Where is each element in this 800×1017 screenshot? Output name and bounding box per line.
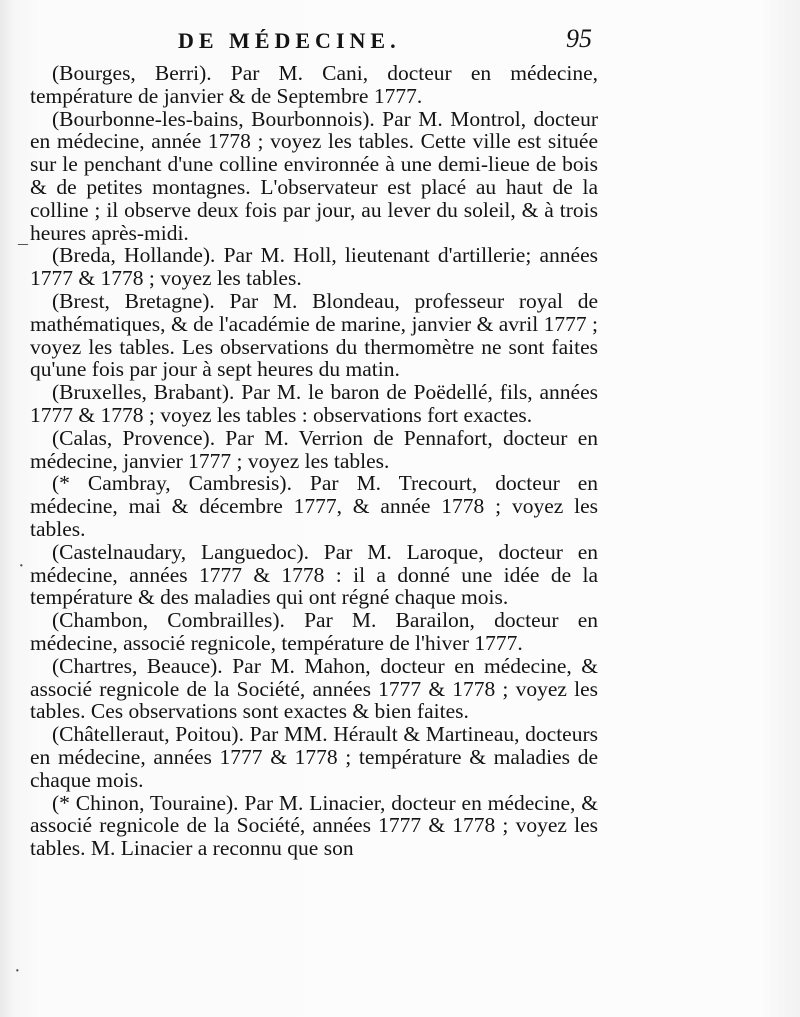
entry-cambray: (* Cambray, Cambresis). Par M. Trecourt, docteur en médecine, mai & décembre 1777, & année 1778 ; voyez les tables.: [30, 471, 598, 541]
body-text: [30, 62, 598, 860]
entry-breda: (Breda, Hollande). Par M. Holl, lieutenant d'artillerie; années 1777 & 1778 ; voyez les tables.: [30, 243, 598, 291]
margin-dot-mark: ·: [14, 960, 21, 982]
margin-dash-mark: –: [18, 232, 28, 254]
entry-calas: (Calas, Provence). Par M. Verrion de Pennafort, docteur en médecine, janvier 1777 ; voyez les tables.: [30, 425, 598, 473]
entry-chartres: (Chartres, Beauce). Par M. Mahon, docteur en médecine, & associé regnicole de la Société, années 1777 & 1778 ; voyez les tables. Ces observations sont exactes & bien faites.: [30, 653, 598, 724]
entry-castelnaudary: (Castelnaudary, Languedoc). Par M. Laroque, docteur en médecine, années 1777 & 1778 : il a donné une idée de la température & des maladies qui ont régné chaque mois.: [30, 539, 598, 610]
entry-bourges: (Bourges, Berri). Par M. Cani, docteur en médecine, température de janvier & de Septembre 1777.: [30, 61, 598, 108]
entry-chinon: (* Chinon, Touraine). Par M. Linacier, docteur en médecine, & associé regnicole de la Société, années 1777 & 1778 ; voyez les tables. M. Linacier a reconnu que son: [30, 790, 598, 861]
entry-chambon: (Chambon, Combrailles). Par M. Barailon, docteur en médecine, associé regnicole, température de l'hiver 1777.: [30, 608, 598, 655]
entry-bourbonne: (Bourbonne-les-bains, Bourbonnois). Par M. Montrol, docteur en médecine, année 1778 ; voyez les tables. Cette ville est située sur le penchant d'une colline environnée à une demi-lieue de bois & de petites montagnes. L'observateur est placé au haut de la colline ; il observe deux fois par jour, au lever du soleil, & à trois heures après-midi.: [30, 106, 598, 245]
page-header: [0, 24, 800, 64]
entry-brest: (Brest, Bretagne). Par M. Blondeau, professeur royal de mathématiques, & de l'académie de marine, janvier & avril 1777 ; voyez les tables. Les observations du thermomètre ne sont faites qu'une fois par jour à sept heures du matin.: [30, 288, 598, 382]
margin-dot-mark: ·: [18, 555, 25, 577]
running-head: DE MÉDECINE.: [178, 28, 401, 53]
entry-bruxelles: (Bruxelles, Brabant). Par M. le baron de Poëdellé, fils, années 1777 & 1778 ; voyez les tables : observations fort exactes.: [30, 380, 598, 427]
entry-chatelleraut: (Châtelleraut, Poitou). Par MM. Hérault & Martineau, docteurs en médecine, années 1777 & 1778 ; température & maladies de chaque mois.: [30, 722, 598, 792]
page-number: 95: [566, 24, 592, 53]
